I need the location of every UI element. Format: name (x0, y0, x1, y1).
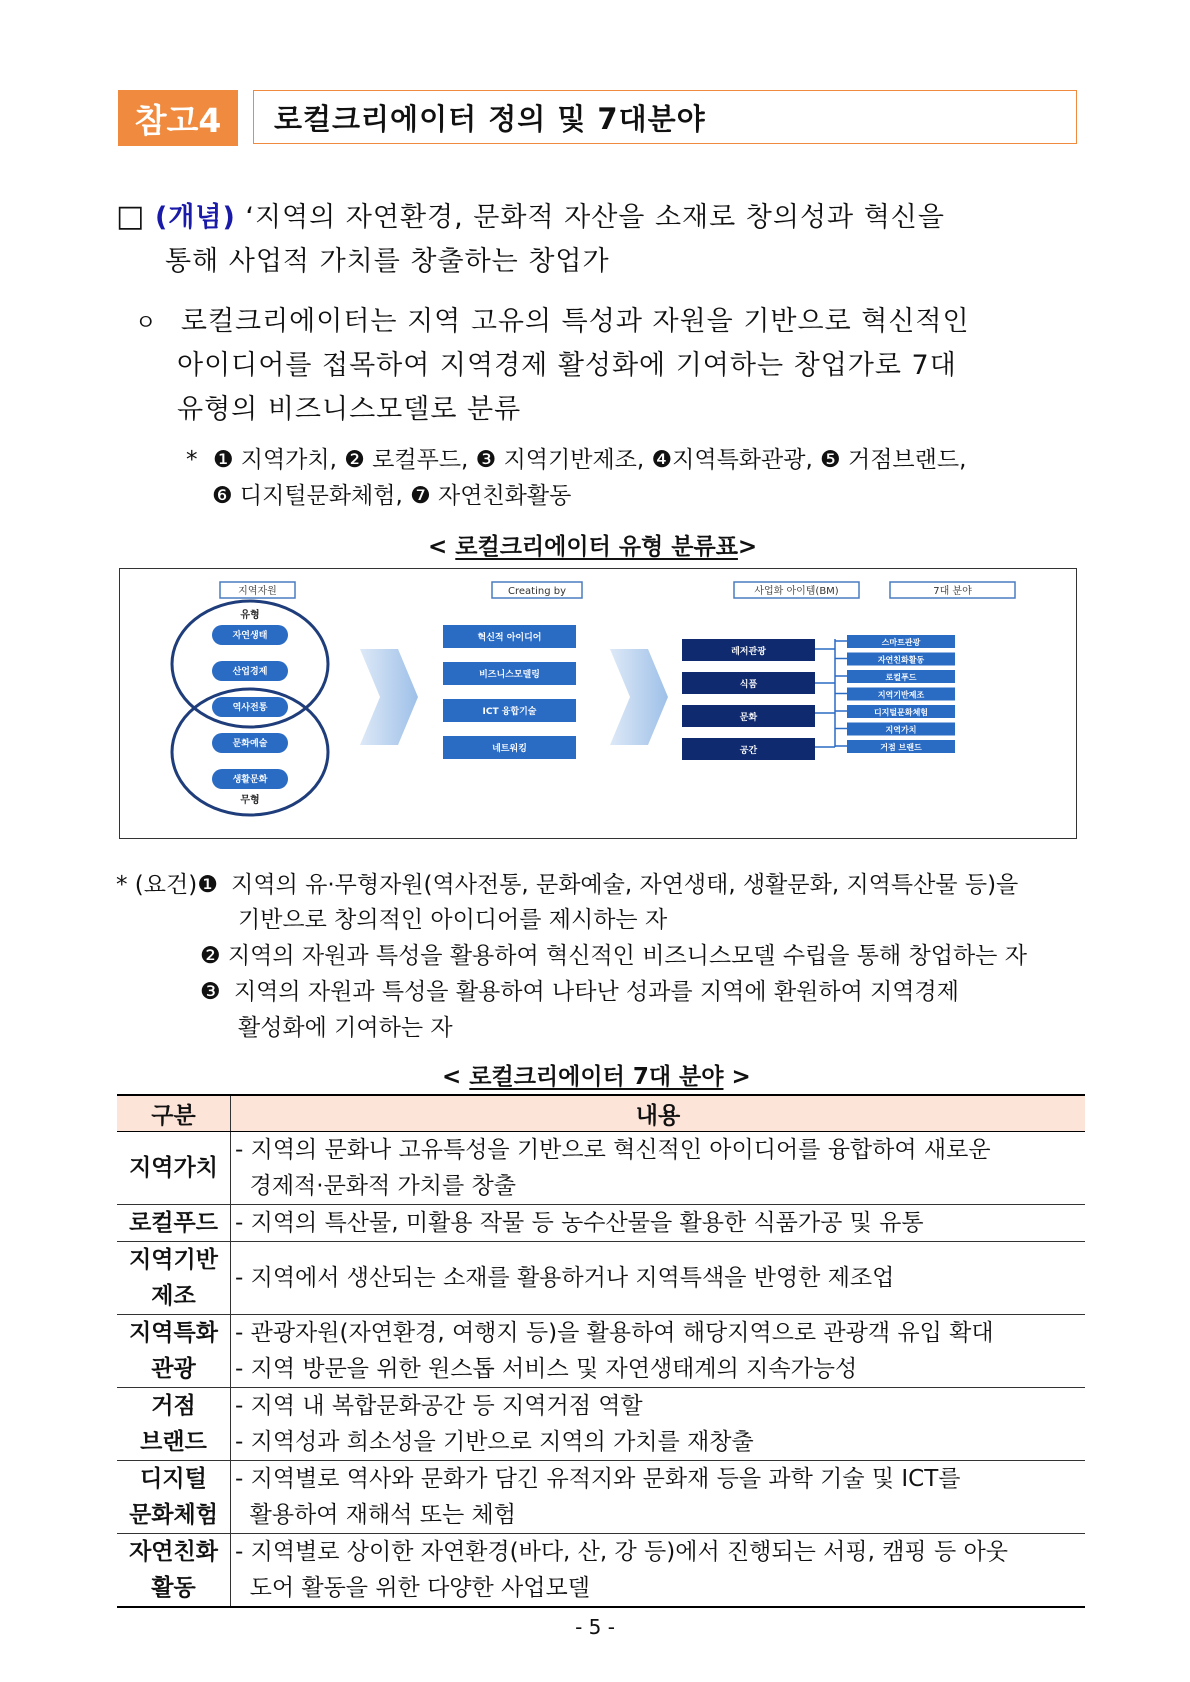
item-box-label: 식품 (739, 680, 758, 690)
figure-caption-open: < (428, 534, 456, 560)
row-category (117, 1132, 231, 1205)
tangible-label: 유형 (240, 610, 260, 621)
note-line-1 (186, 441, 966, 474)
row-category-line: 디지털 (140, 1466, 207, 1492)
row-content-line: - 지역별로 상이한 자연환경(바다, 산, 강 등)에서 진행되는 서핑, 캠핑 등 아웃 (235, 1539, 1008, 1565)
req-text-2: 지역의 자원과 특성을 활용하여 혁신적인 비즈니스모델 수립을 통해 창업하는 자 (227, 943, 1027, 969)
row-content-line: - 지역의 문화나 고유특성을 기반으로 혁신적인 아이디어를 융합하여 새로운 (235, 1137, 991, 1163)
field-box-label: 스마트관광 (881, 638, 921, 647)
table-caption-open: < (442, 1064, 470, 1090)
row-content (231, 1388, 1086, 1461)
req-prefix: * (요건) (116, 872, 198, 898)
page-number: - 5 - (575, 1615, 615, 1639)
row-category-line: 브랜드 (140, 1429, 207, 1455)
col2-header (492, 582, 582, 598)
row-category (117, 1242, 231, 1315)
creating-box-label: 네트워킹 (492, 744, 527, 754)
table-caption-text: 로컬크리에이터 7대 분야 (469, 1064, 724, 1090)
req-line-3b: 활성화에 기여하는 자 (238, 1015, 453, 1041)
field-box-label: 자연친화활동 (877, 655, 925, 665)
concept-line-2: 통해 사업적 가치를 창출하는 창업가 (165, 246, 610, 277)
table-header-row (117, 1095, 1085, 1132)
arrow-1-icon (360, 649, 418, 745)
resource-pill-label: 생활문화 (232, 775, 268, 785)
concept-label: (개념) (154, 202, 236, 233)
page-title (253, 90, 1077, 144)
row-category (117, 1205, 231, 1242)
resource-pill-label: 역사전통 (232, 703, 268, 713)
resource-pill-label: 산업경제 (232, 667, 268, 677)
note-text-1: ❶ 지역가치, ❷ 로컬푸드, ❸ 지역기반제조, ❹지역특화관광, ❺ 거점브랜드, (212, 447, 967, 473)
bullet-line-1 (135, 299, 970, 338)
req-mark-3: ❸ (200, 979, 221, 1005)
bullet-line-2: 아이디어를 접목하여 지역경제 활성화에 기여하는 창업가로 7대 (177, 350, 957, 381)
row-content-line: - 지역별로 역사와 문화가 담긴 유적지와 문화재 등을 과학 기술 및 ICT를 (235, 1466, 961, 1492)
item-boxes (682, 639, 815, 760)
field-box-label: 지역가치 (885, 725, 917, 735)
col4-header-text: 7대 분야 (933, 586, 972, 597)
req-line-1 (116, 866, 1018, 899)
row-category-line: 지역가치 (129, 1155, 218, 1181)
row-content-line: 활용하여 재해석 또는 체험 (235, 1502, 516, 1528)
reference-tag: 참고4 (118, 90, 238, 146)
arrow-2-icon (610, 649, 668, 745)
col4-header (890, 582, 1015, 598)
creating-box-label: 비즈니스모델링 (479, 670, 540, 680)
concept-line-1 (116, 195, 945, 234)
figure-caption-close: > (737, 534, 758, 560)
bullet-line-3: 유형의 비즈니스모델로 분류 (177, 394, 522, 425)
row-content-line: 도어 활동을 위한 다양한 사업모델 (235, 1575, 590, 1601)
req-text-1: 지역의 유·무형자원(역사전통, 문화예술, 자연생태, 생활문화, 지역특산물 등)을 (231, 872, 1019, 898)
req-line-3 (200, 973, 959, 1006)
item-box-label: 문화 (739, 713, 758, 723)
row-category-line: 문화체험 (129, 1502, 218, 1528)
table-header-content: 내용 (231, 1095, 1086, 1132)
table-caption-close: > (723, 1064, 751, 1090)
figure-caption-text: 로컬크리에이터 유형 분류표 (455, 534, 738, 560)
note-line-2: ❻ 디지털문화체험, ❼ 자연친화활동 (212, 483, 572, 509)
creating-box-label: ICT 융합기술 (482, 707, 537, 717)
seven-fields-table-wrap (117, 1094, 1085, 1608)
row-content-line: 경제적·문화적 가치를 창출 (235, 1173, 516, 1199)
col1-header (220, 582, 295, 598)
req-mark-1: ❶ (197, 872, 218, 898)
col3-header-text: 사업화 아이템(BM) (754, 586, 839, 597)
creating-boxes (443, 625, 576, 759)
row-category (117, 1388, 231, 1461)
bullet-mark: ㅇ (135, 311, 158, 336)
concept-text-1: ‘지역의 자연환경, 문화적 자산을 소재로 창의성과 혁신을 (245, 202, 945, 233)
field-box-label: 로컬푸드 (885, 673, 917, 682)
row-category (117, 1461, 231, 1534)
resource-pills (212, 625, 288, 789)
req-text-3: 지역의 자원과 특성을 활용하여 나타난 성과를 지역에 환원하여 지역경제 (233, 979, 959, 1005)
figure-caption (428, 528, 757, 561)
row-category (117, 1315, 231, 1388)
row-content (231, 1315, 1086, 1388)
checkbox-glyph: □ (116, 199, 146, 234)
row-content (231, 1242, 1086, 1315)
row-content (231, 1132, 1086, 1205)
col2-header-text: Creating by (508, 586, 566, 597)
note-star: * (186, 447, 198, 473)
row-content-line: - 지역 내 복합문화공간 등 지역거점 역할 (235, 1393, 643, 1419)
table-row (117, 1242, 1085, 1315)
row-content-line: - 지역의 특산물, 미활용 작물 등 농수산물을 활용한 식품가공 및 유통 (235, 1210, 924, 1236)
row-content (231, 1534, 1086, 1608)
col3-header (734, 582, 859, 598)
connector-lines (815, 639, 835, 747)
row-category-line: 자연친화 (129, 1539, 218, 1565)
row-category-line: 관광 (151, 1356, 196, 1382)
row-content-line: - 지역성과 희소성을 기반으로 지역의 가치를 재창출 (235, 1429, 754, 1455)
row-content-line: - 지역 방문을 위한 원스톱 서비스 및 자연생태계의 지속가능성 (235, 1356, 858, 1382)
row-content (231, 1205, 1086, 1242)
intangible-label: 무형 (240, 795, 260, 806)
table-header-category: 구분 (117, 1095, 231, 1132)
row-category (117, 1534, 231, 1608)
bullet-text-1: 로컬크리에이터는 지역 고유의 특성과 자원을 기반으로 혁신적인 (180, 306, 970, 337)
seven-fields-table (117, 1094, 1085, 1608)
field-box-label: 지역기반제조 (877, 690, 925, 700)
resource-pill-label: 문화예술 (232, 739, 268, 749)
row-content-line: - 관광자원(자연환경, 여행지 등)을 활용하여 해당지역으로 관광객 유입 확대 (235, 1320, 994, 1346)
row-category-line: 지역특화 (129, 1320, 218, 1346)
req-line-2 (200, 937, 1027, 970)
table-row (117, 1461, 1085, 1534)
creating-box-label: 혁신적 아이디어 (477, 633, 542, 643)
resource-pill-label: 자연생태 (232, 631, 268, 641)
item-box-label: 레저관광 (731, 647, 766, 657)
field-boxes (835, 635, 955, 753)
row-content-line: - 지역에서 생산되는 소재를 활용하거나 지역특색을 반영한 제조업 (235, 1265, 895, 1291)
row-category-line: 지역기반 (129, 1247, 218, 1273)
col1-header-text: 지역자원 (238, 586, 277, 597)
type-classification-diagram (119, 568, 1077, 839)
row-category-line: 활동 (151, 1575, 196, 1601)
field-box-label: 거점 브랜드 (880, 743, 922, 752)
row-category-line: 거점 (151, 1393, 196, 1419)
item-box-label: 공간 (739, 746, 758, 756)
row-content (231, 1461, 1086, 1534)
req-mark-2: ❷ (200, 943, 221, 969)
table-row (117, 1315, 1085, 1388)
table-caption (442, 1058, 751, 1091)
table-row (117, 1205, 1085, 1242)
table-row (117, 1534, 1085, 1608)
row-category-line: 로컬푸드 (129, 1210, 218, 1236)
field-box-label: 디지털문화체험 (873, 708, 929, 717)
req-line-1b: 기반으로 창의적인 아이디어를 제시하는 자 (238, 907, 668, 933)
table-row (117, 1388, 1085, 1461)
page-title-text: 로컬크리에이터 정의 및 7대분야 (274, 101, 706, 136)
row-category-line: 제조 (151, 1283, 196, 1309)
diagram-svg (120, 569, 1076, 838)
table-row (117, 1132, 1085, 1205)
